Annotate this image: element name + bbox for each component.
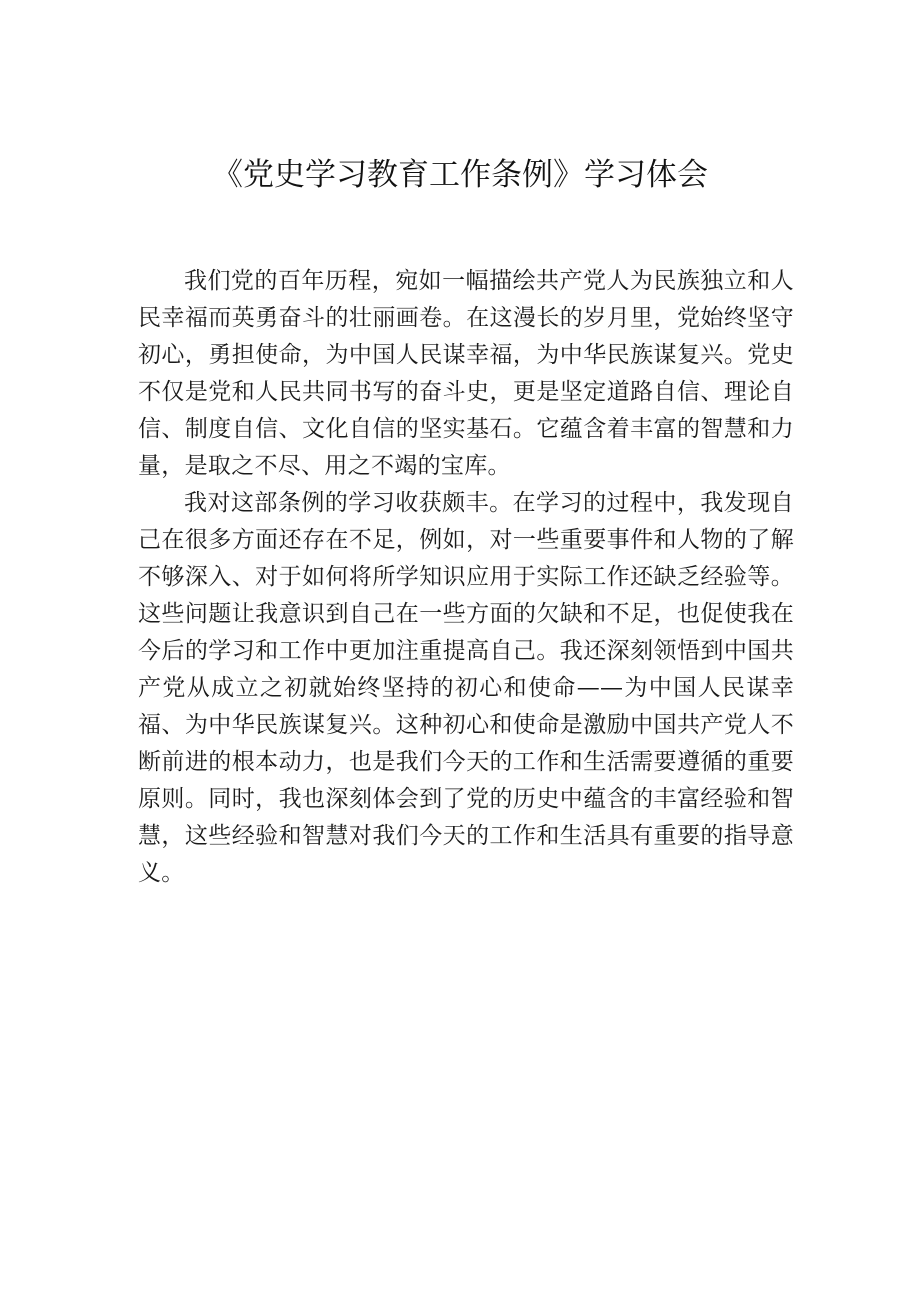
document-title: 《党史学习教育工作条例》学习体会	[212, 157, 708, 193]
paragraph-1: 我们党的百年历程，宛如一幅描绘共产党人为民族独立和人民幸福而英勇奋斗的壮丽画卷。在这漫长的岁月里，党始终坚守初心，勇担使命，为中国人民谋幸福，为中华民族谋复兴。党史不仅是党和人民共同书写的奋斗史，更是坚定道路自信、理论自信、制度自信、文化自信的坚实基石。它蕴含着丰富的智慧和力量，是取之不尽、用之不竭的宝库。	[138, 268, 794, 479]
paragraph-2: 我对这部条例的学习收获颇丰。在学习的过程中，我发现自己在很多方面还存在不足，例如，对一些重要事件和人物的了解不够深入、对于如何将所学知识应用于实际工作还缺乏经验等。这些问题让我意识到自己在一些方面的欠缺和不足，也促使我在今后的学习和工作中更加注重提高自己。我还深刻领悟到中国共产党从成立之初就始终坚持的初心和使命——为中国人民谋幸福、为中华民族谋复兴。这种初心和使命是激励中国共产党人不断前进的根本动力，也是我们今天的工作和生活需要遵循的重要原则。同时，我也深刻体会到了党的历史中蕴含的丰富经验和智慧，这些经验和智慧对我们今天的工作和生活具有重要的指导意义。	[138, 490, 794, 886]
document-body	[138, 263, 794, 892]
